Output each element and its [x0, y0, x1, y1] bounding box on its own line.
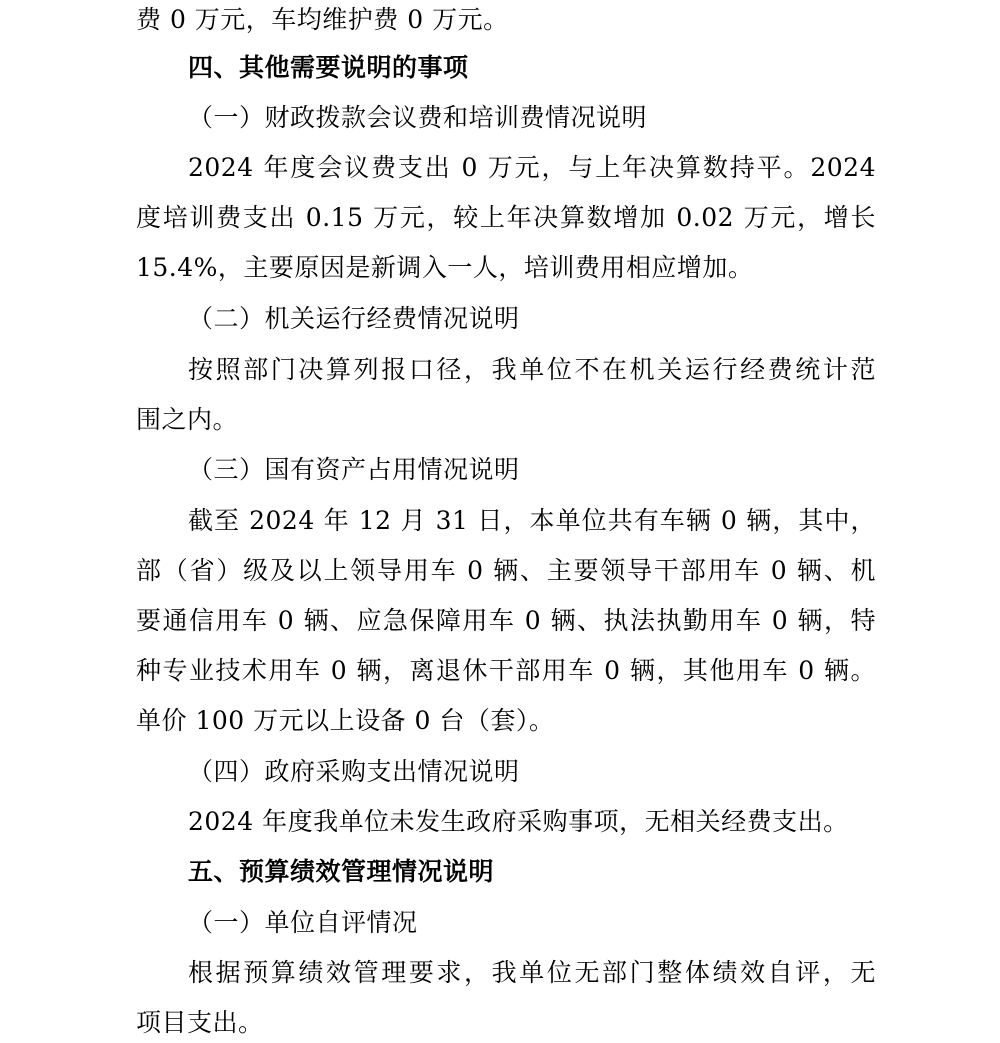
subsection-heading: （四）政府采购支出情况说明	[188, 757, 520, 786]
paragraph-line: 截至 2024 年 12 月 31 日，本单位共有车辆 0 辆，其中，	[188, 506, 876, 535]
paragraph-line: 根据预算绩效管理要求，我单位无部门整体绩效自评，无	[188, 958, 876, 987]
paragraph-line: 按照部门决算列报口径，我单位不在机关运行经费统计范	[188, 355, 876, 384]
subsection-heading: （二）机关运行经费情况说明	[188, 304, 520, 333]
paragraph-line: 度培训费支出 0.15 万元，较上年决算数增加 0.02 万元，增长	[136, 203, 876, 232]
paragraph-line: 部（省）级及以上领导用车 0 辆、主要领导干部用车 0 辆、机	[136, 556, 876, 585]
paragraph-line: 围之内。	[136, 405, 239, 434]
paragraph-line: 15.4%，主要原因是新调入一人，培训费用相应增加。	[136, 253, 754, 282]
paragraph-line: 要通信用车 0 辆、应急保障用车 0 辆、执法执勤用车 0 辆，特	[136, 606, 876, 635]
subsection-heading: （一）单位自评情况	[188, 908, 418, 937]
subsection-heading: （一）财政拨款会议费和培训费情况说明	[188, 103, 648, 132]
paragraph-line: 单价 100 万元以上设备 0 台（套）。	[136, 706, 555, 735]
paragraph-line: 费 0 万元，车均维护费 0 万元。	[136, 5, 509, 34]
subsection-heading: （三）国有资产占用情况说明	[188, 455, 520, 484]
section-heading-4: 四、其他需要说明的事项	[188, 53, 469, 82]
paragraph-line: 种专业技术用车 0 辆，离退休干部用车 0 辆，其他用车 0 辆。	[136, 656, 876, 685]
paragraph-line: 2024 年度会议费支出 0 万元，与上年决算数持平。2024	[188, 153, 876, 182]
paragraph-line: 项目支出。	[136, 1008, 264, 1037]
paragraph-line: 2024 年度我单位未发生政府采购事项，无相关经费支出。	[188, 807, 849, 836]
section-heading-5: 五、预算绩效管理情况说明	[188, 857, 495, 886]
